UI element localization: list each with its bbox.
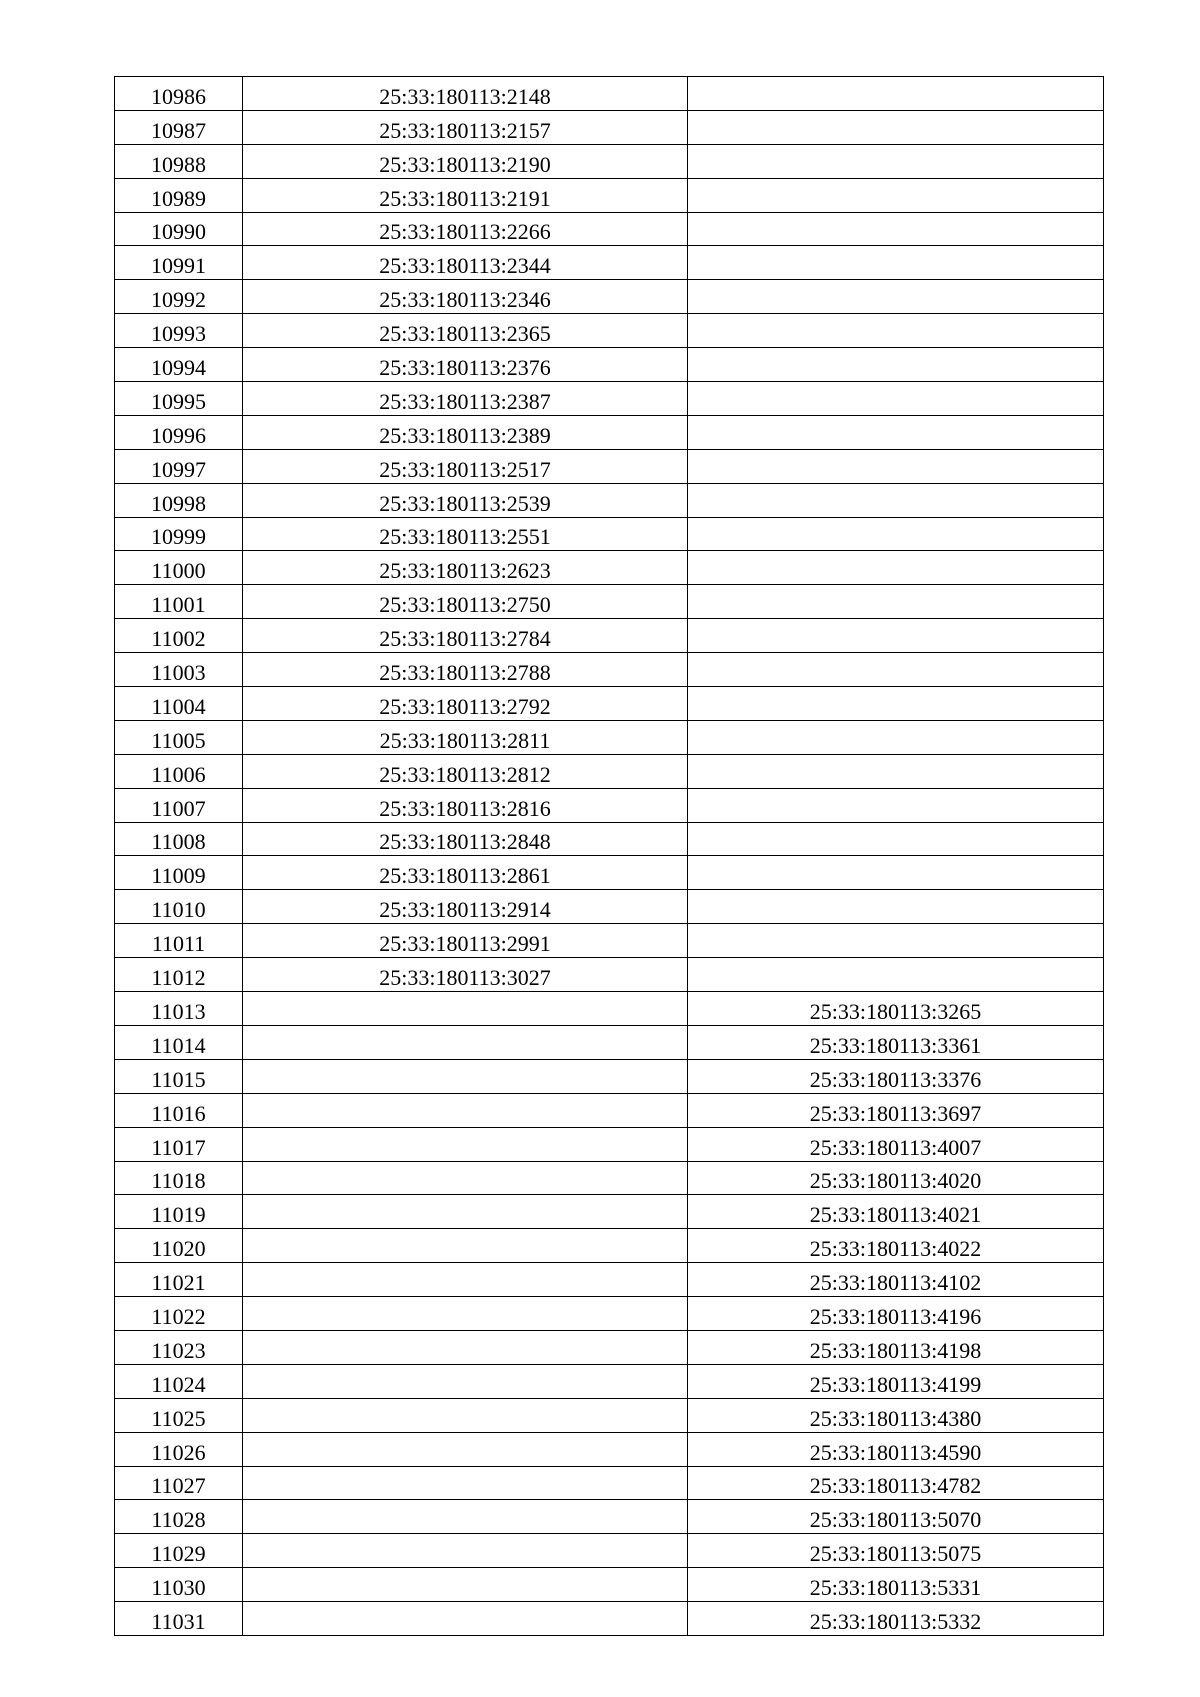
row-number-cell — [115, 1364, 243, 1398]
cadastral-number-col2-cell — [688, 1229, 1104, 1263]
row-number-cell — [115, 144, 243, 178]
cadastral-number-col2-cell — [688, 1297, 1104, 1331]
cadastral-number-col2-text: 25:33:180113:4782 — [809, 1473, 982, 1499]
table-row — [115, 1602, 1104, 1636]
row-number-cell — [115, 483, 243, 517]
cadastral-number-col2-cell — [688, 1195, 1104, 1229]
row-number-cell — [115, 551, 243, 585]
row-number-cell — [115, 1025, 243, 1059]
row-number-cell — [115, 246, 243, 280]
cadastral-number-col1-text: 25:33:180113:2816 — [379, 795, 551, 821]
row-number-cell — [115, 1297, 243, 1331]
cadastral-number-col1-cell — [243, 1398, 688, 1432]
cadastral-number-col2-cell — [688, 1025, 1104, 1059]
cadastral-number-col2-cell — [688, 1093, 1104, 1127]
table-row — [115, 822, 1104, 856]
row-number-text: 10999 — [151, 524, 206, 550]
cadastral-number-col1-text: 25:33:180113:3027 — [379, 965, 551, 991]
cadastral-number-col1-text: 25:33:180113:2389 — [379, 422, 551, 448]
row-number-cell — [115, 1432, 243, 1466]
row-number-text: 11008 — [151, 829, 206, 855]
cadastral-number-col2-cell — [688, 992, 1104, 1026]
cadastral-number-col2-cell — [688, 415, 1104, 449]
cadastral-number-col2-cell — [688, 178, 1104, 212]
cadastral-number-col1-cell — [243, 382, 688, 416]
row-number-cell — [115, 1568, 243, 1602]
cadastral-number-col2-cell — [688, 1568, 1104, 1602]
row-number-cell — [115, 992, 243, 1026]
table-row — [115, 720, 1104, 754]
row-number-cell — [115, 348, 243, 382]
cadastral-number-col2-cell — [688, 1466, 1104, 1500]
table-row — [115, 1534, 1104, 1568]
cadastral-number-col2-text: 25:33:180113:5070 — [809, 1507, 982, 1533]
table-row — [115, 382, 1104, 416]
row-number-text: 10996 — [151, 422, 206, 448]
table-row — [115, 958, 1104, 992]
cadastral-number-col2-text: 25:33:180113:3265 — [809, 998, 982, 1024]
cadastral-number-col1-text: 25:33:180113:2861 — [379, 863, 551, 889]
cadastral-number-col1-text: 25:33:180113:2190 — [379, 151, 551, 177]
row-number-text: 11005 — [151, 727, 206, 753]
row-number-cell — [115, 1466, 243, 1500]
cadastral-number-col1-text: 25:33:180113:2788 — [379, 660, 551, 686]
cadastral-number-col1-cell — [243, 110, 688, 144]
row-number-text: 11006 — [151, 761, 206, 787]
cadastral-number-col2-cell — [688, 449, 1104, 483]
cadastral-number-col2-cell — [688, 483, 1104, 517]
cadastral-number-col2-cell — [688, 890, 1104, 924]
row-number-cell — [115, 924, 243, 958]
cadastral-number-col1-text: 25:33:180113:2376 — [379, 355, 551, 381]
cadastral-number-col2-cell — [688, 1364, 1104, 1398]
cadastral-number-col1-cell — [243, 958, 688, 992]
cadastral-number-col1-cell — [243, 144, 688, 178]
cadastral-number-col1-cell — [243, 314, 688, 348]
cadastral-number-col2-cell — [688, 77, 1104, 111]
cadastral-number-col1-text: 25:33:180113:2191 — [379, 185, 551, 211]
row-number-text: 11022 — [151, 1303, 206, 1329]
table-row — [115, 856, 1104, 890]
cadastral-number-col1-text: 25:33:180113:2750 — [379, 592, 551, 618]
cadastral-number-col1-cell — [243, 653, 688, 687]
row-number-cell — [115, 212, 243, 246]
cadastral-number-table — [114, 76, 1104, 1636]
row-number-cell — [115, 1398, 243, 1432]
row-number-text: 11017 — [151, 1134, 206, 1160]
row-number-text: 11023 — [151, 1337, 206, 1363]
row-number-cell — [115, 1534, 243, 1568]
table-row — [115, 1330, 1104, 1364]
cadastral-number-col2-text: 25:33:180113:5331 — [809, 1575, 982, 1601]
row-number-text: 10992 — [151, 287, 206, 313]
cadastral-number-col1-cell — [243, 822, 688, 856]
cadastral-number-col1-cell — [243, 449, 688, 483]
cadastral-number-col2-cell — [688, 1398, 1104, 1432]
cadastral-number-col2-cell — [688, 1127, 1104, 1161]
table-body — [115, 77, 1104, 1636]
row-number-text: 10987 — [151, 117, 206, 143]
row-number-text: 10990 — [151, 219, 206, 245]
row-number-text: 11001 — [151, 592, 206, 618]
cadastral-number-col1-cell — [243, 992, 688, 1026]
cadastral-number-col1-cell — [243, 754, 688, 788]
row-number-text: 11009 — [151, 863, 206, 889]
table-row — [115, 1297, 1104, 1331]
cadastral-number-col1-text: 25:33:180113:2812 — [379, 761, 551, 787]
row-number-text: 11025 — [151, 1405, 206, 1431]
cadastral-number-col2-cell — [688, 653, 1104, 687]
cadastral-number-col2-text: 25:33:180113:3361 — [809, 1032, 982, 1058]
cadastral-number-col1-cell — [243, 551, 688, 585]
cadastral-number-col1-cell — [243, 212, 688, 246]
cadastral-number-col2-text: 25:33:180113:4022 — [809, 1236, 982, 1262]
cadastral-number-col1-cell — [243, 1263, 688, 1297]
row-number-text: 11028 — [151, 1507, 206, 1533]
row-number-cell — [115, 280, 243, 314]
row-number-cell — [115, 415, 243, 449]
table-row — [115, 449, 1104, 483]
cadastral-number-col1-cell — [243, 246, 688, 280]
table-row — [115, 77, 1104, 111]
cadastral-number-col2-cell — [688, 280, 1104, 314]
cadastral-number-col2-cell — [688, 110, 1104, 144]
cadastral-number-col2-cell — [688, 720, 1104, 754]
cadastral-number-col1-cell — [243, 280, 688, 314]
cadastral-number-col2-cell — [688, 924, 1104, 958]
cadastral-number-col2-cell — [688, 1500, 1104, 1534]
cadastral-number-col1-text: 25:33:180113:2266 — [379, 219, 551, 245]
cadastral-number-col1-text: 25:33:180113:2148 — [379, 83, 551, 109]
cadastral-number-col2-cell — [688, 1161, 1104, 1195]
row-number-cell — [115, 687, 243, 721]
table-row — [115, 619, 1104, 653]
table-row — [115, 890, 1104, 924]
row-number-cell — [115, 585, 243, 619]
row-number-cell — [115, 890, 243, 924]
table-row — [115, 1568, 1104, 1602]
row-number-text: 11016 — [151, 1100, 206, 1126]
cadastral-number-col1-cell — [243, 1500, 688, 1534]
row-number-text: 11027 — [151, 1473, 206, 1499]
row-number-text: 11013 — [151, 998, 206, 1024]
row-number-text: 11031 — [151, 1608, 206, 1634]
row-number-text: 10988 — [151, 151, 206, 177]
cadastral-number-col1-cell — [243, 1330, 688, 1364]
cadastral-number-col2-cell — [688, 212, 1104, 246]
cadastral-number-col1-cell — [243, 77, 688, 111]
table-row — [115, 924, 1104, 958]
cadastral-number-col1-text: 25:33:180113:2623 — [379, 558, 551, 584]
cadastral-number-col2-cell — [688, 144, 1104, 178]
table-row — [115, 1500, 1104, 1534]
table-row — [115, 653, 1104, 687]
cadastral-number-col2-text: 25:33:180113:4380 — [809, 1405, 982, 1431]
cadastral-number-col1-cell — [243, 1364, 688, 1398]
table-row — [115, 517, 1104, 551]
row-number-cell — [115, 1127, 243, 1161]
row-number-text: 11021 — [151, 1270, 206, 1296]
cadastral-number-col2-text: 25:33:180113:4020 — [809, 1168, 982, 1194]
row-number-text: 10995 — [151, 388, 206, 414]
table-row — [115, 314, 1104, 348]
cadastral-number-col2-cell — [688, 958, 1104, 992]
row-number-cell — [115, 1059, 243, 1093]
cadastral-number-col2-cell — [688, 314, 1104, 348]
cadastral-number-col1-cell — [243, 890, 688, 924]
table-row — [115, 992, 1104, 1026]
cadastral-number-col1-text: 25:33:180113:2344 — [379, 253, 551, 279]
row-number-text: 10986 — [151, 83, 206, 109]
row-number-cell — [115, 1161, 243, 1195]
cadastral-number-col1-cell — [243, 483, 688, 517]
table-row — [115, 585, 1104, 619]
row-number-text: 11007 — [151, 795, 206, 821]
table-row — [115, 144, 1104, 178]
table-row — [115, 1466, 1104, 1500]
row-number-cell — [115, 382, 243, 416]
row-number-cell — [115, 788, 243, 822]
cadastral-number-col2-text: 25:33:180113:4021 — [809, 1202, 982, 1228]
cadastral-number-col2-cell — [688, 822, 1104, 856]
cadastral-number-col1-cell — [243, 1059, 688, 1093]
row-number-cell — [115, 1330, 243, 1364]
cadastral-number-col1-cell — [243, 788, 688, 822]
cadastral-number-col2-cell — [688, 551, 1104, 585]
row-number-text: 11011 — [151, 931, 206, 957]
table-row — [115, 687, 1104, 721]
table-row — [115, 1195, 1104, 1229]
cadastral-number-col2-cell — [688, 382, 1104, 416]
row-number-text: 11030 — [151, 1575, 206, 1601]
cadastral-number-col1-text: 25:33:180113:2346 — [379, 287, 551, 313]
row-number-text: 11018 — [151, 1168, 206, 1194]
row-number-cell — [115, 1500, 243, 1534]
cadastral-number-col1-cell — [243, 415, 688, 449]
row-number-text: 10994 — [151, 355, 206, 381]
cadastral-number-col2-cell — [688, 517, 1104, 551]
table-row — [115, 348, 1104, 382]
cadastral-number-col2-cell — [688, 856, 1104, 890]
cadastral-number-col1-cell — [243, 1534, 688, 1568]
cadastral-number-col2-cell — [688, 687, 1104, 721]
row-number-cell — [115, 1263, 243, 1297]
table-row — [115, 1025, 1104, 1059]
row-number-text: 11010 — [151, 897, 206, 923]
row-number-cell — [115, 449, 243, 483]
table-row — [115, 1127, 1104, 1161]
cadastral-number-col2-text: 25:33:180113:4102 — [809, 1270, 982, 1296]
table-row — [115, 1364, 1104, 1398]
cadastral-number-col2-cell — [688, 754, 1104, 788]
cadastral-number-col2-text: 25:33:180113:4199 — [809, 1371, 982, 1397]
row-number-text: 10989 — [151, 185, 206, 211]
row-number-cell — [115, 822, 243, 856]
table-row — [115, 1059, 1104, 1093]
row-number-cell — [115, 754, 243, 788]
row-number-cell — [115, 1093, 243, 1127]
row-number-cell — [115, 720, 243, 754]
cadastral-number-col1-cell — [243, 924, 688, 958]
cadastral-number-col2-cell — [688, 1534, 1104, 1568]
row-number-text: 10993 — [151, 321, 206, 347]
row-number-cell — [115, 958, 243, 992]
cadastral-number-col2-text: 25:33:180113:4196 — [809, 1303, 982, 1329]
table-row — [115, 754, 1104, 788]
cadastral-number-col2-cell — [688, 788, 1104, 822]
cadastral-number-col1-text: 25:33:180113:2157 — [379, 117, 551, 143]
cadastral-number-col1-text: 25:33:180113:2792 — [379, 693, 551, 719]
cadastral-number-col1-cell — [243, 1195, 688, 1229]
cadastral-number-col1-text: 25:33:180113:2365 — [379, 321, 551, 347]
cadastral-number-col1-text: 25:33:180113:2991 — [379, 931, 551, 957]
cadastral-number-col1-cell — [243, 1025, 688, 1059]
cadastral-number-col1-cell — [243, 1127, 688, 1161]
cadastral-number-col1-cell — [243, 1432, 688, 1466]
cadastral-number-col1-cell — [243, 856, 688, 890]
cadastral-number-col2-text: 25:33:180113:3376 — [809, 1066, 982, 1092]
cadastral-number-col2-cell — [688, 246, 1104, 280]
row-number-cell — [115, 110, 243, 144]
cadastral-number-col1-text: 25:33:180113:2551 — [379, 524, 551, 550]
cadastral-number-col1-cell — [243, 1229, 688, 1263]
table-row — [115, 246, 1104, 280]
cadastral-number-col1-cell — [243, 1466, 688, 1500]
table-row — [115, 178, 1104, 212]
cadastral-number-col1-text: 25:33:180113:2811 — [379, 727, 551, 753]
table-row — [115, 1161, 1104, 1195]
cadastral-number-col2-text: 25:33:180113:3697 — [809, 1100, 982, 1126]
row-number-text: 11000 — [151, 558, 206, 584]
row-number-text: 11020 — [151, 1236, 206, 1262]
table-row — [115, 212, 1104, 246]
cadastral-number-col1-cell — [243, 585, 688, 619]
cadastral-number-col1-cell — [243, 517, 688, 551]
cadastral-number-col1-text: 25:33:180113:2517 — [379, 456, 551, 482]
cadastral-number-col1-cell — [243, 1093, 688, 1127]
row-number-text: 11015 — [151, 1066, 206, 1092]
cadastral-number-col2-text: 25:33:180113:5075 — [809, 1541, 982, 1567]
cadastral-number-col1-text: 25:33:180113:2387 — [379, 388, 551, 414]
row-number-text: 11029 — [151, 1541, 206, 1567]
cadastral-number-col2-cell — [688, 585, 1104, 619]
cadastral-number-col1-cell — [243, 1161, 688, 1195]
row-number-text: 10997 — [151, 456, 206, 482]
row-number-cell — [115, 77, 243, 111]
row-number-text: 11012 — [151, 965, 206, 991]
cadastral-number-col1-cell — [243, 687, 688, 721]
cadastral-number-col2-text: 25:33:180113:4590 — [809, 1439, 982, 1465]
table-row — [115, 788, 1104, 822]
table-row — [115, 280, 1104, 314]
table-row — [115, 1398, 1104, 1432]
row-number-cell — [115, 1602, 243, 1636]
table-row — [115, 1263, 1104, 1297]
row-number-text: 11024 — [151, 1371, 206, 1397]
table-row — [115, 110, 1104, 144]
row-number-cell — [115, 1195, 243, 1229]
cadastral-number-col1-text: 25:33:180113:2539 — [379, 490, 551, 516]
row-number-cell — [115, 178, 243, 212]
row-number-cell — [115, 619, 243, 653]
cadastral-number-col2-cell — [688, 1059, 1104, 1093]
row-number-cell — [115, 856, 243, 890]
row-number-text: 11014 — [151, 1032, 206, 1058]
cadastral-number-col1-cell — [243, 1568, 688, 1602]
row-number-cell — [115, 517, 243, 551]
cadastral-number-col2-cell — [688, 619, 1104, 653]
table-row — [115, 483, 1104, 517]
cadastral-number-col1-text: 25:33:180113:2848 — [379, 829, 551, 855]
cadastral-number-col2-text: 25:33:180113:5332 — [809, 1608, 982, 1634]
cadastral-number-col2-cell — [688, 1602, 1104, 1636]
row-number-text: 11019 — [151, 1202, 206, 1228]
table-row — [115, 1432, 1104, 1466]
table-row — [115, 1229, 1104, 1263]
cadastral-number-col1-cell — [243, 619, 688, 653]
cadastral-number-col2-text: 25:33:180113:4007 — [809, 1134, 982, 1160]
row-number-cell — [115, 1229, 243, 1263]
row-number-cell — [115, 314, 243, 348]
cadastral-number-col1-cell — [243, 720, 688, 754]
row-number-text: 11003 — [151, 660, 206, 686]
cadastral-number-col2-cell — [688, 348, 1104, 382]
row-number-text: 11004 — [151, 693, 206, 719]
table-row — [115, 1093, 1104, 1127]
cadastral-number-col2-text: 25:33:180113:4198 — [809, 1337, 982, 1363]
cadastral-number-col1-text: 25:33:180113:2784 — [379, 626, 551, 652]
row-number-text: 11026 — [151, 1439, 206, 1465]
cadastral-number-col1-text: 25:33:180113:2914 — [379, 897, 551, 923]
row-number-text: 10991 — [151, 253, 206, 279]
cadastral-number-col2-cell — [688, 1263, 1104, 1297]
row-number-cell — [115, 653, 243, 687]
cadastral-number-col1-cell — [243, 178, 688, 212]
cadastral-number-col2-cell — [688, 1330, 1104, 1364]
table-row — [115, 551, 1104, 585]
row-number-text: 10998 — [151, 490, 206, 516]
cadastral-number-col1-cell — [243, 1297, 688, 1331]
cadastral-number-col1-cell — [243, 348, 688, 382]
table-row — [115, 415, 1104, 449]
row-number-text: 11002 — [151, 626, 206, 652]
cadastral-number-col1-cell — [243, 1602, 688, 1636]
cadastral-number-col2-cell — [688, 1432, 1104, 1466]
